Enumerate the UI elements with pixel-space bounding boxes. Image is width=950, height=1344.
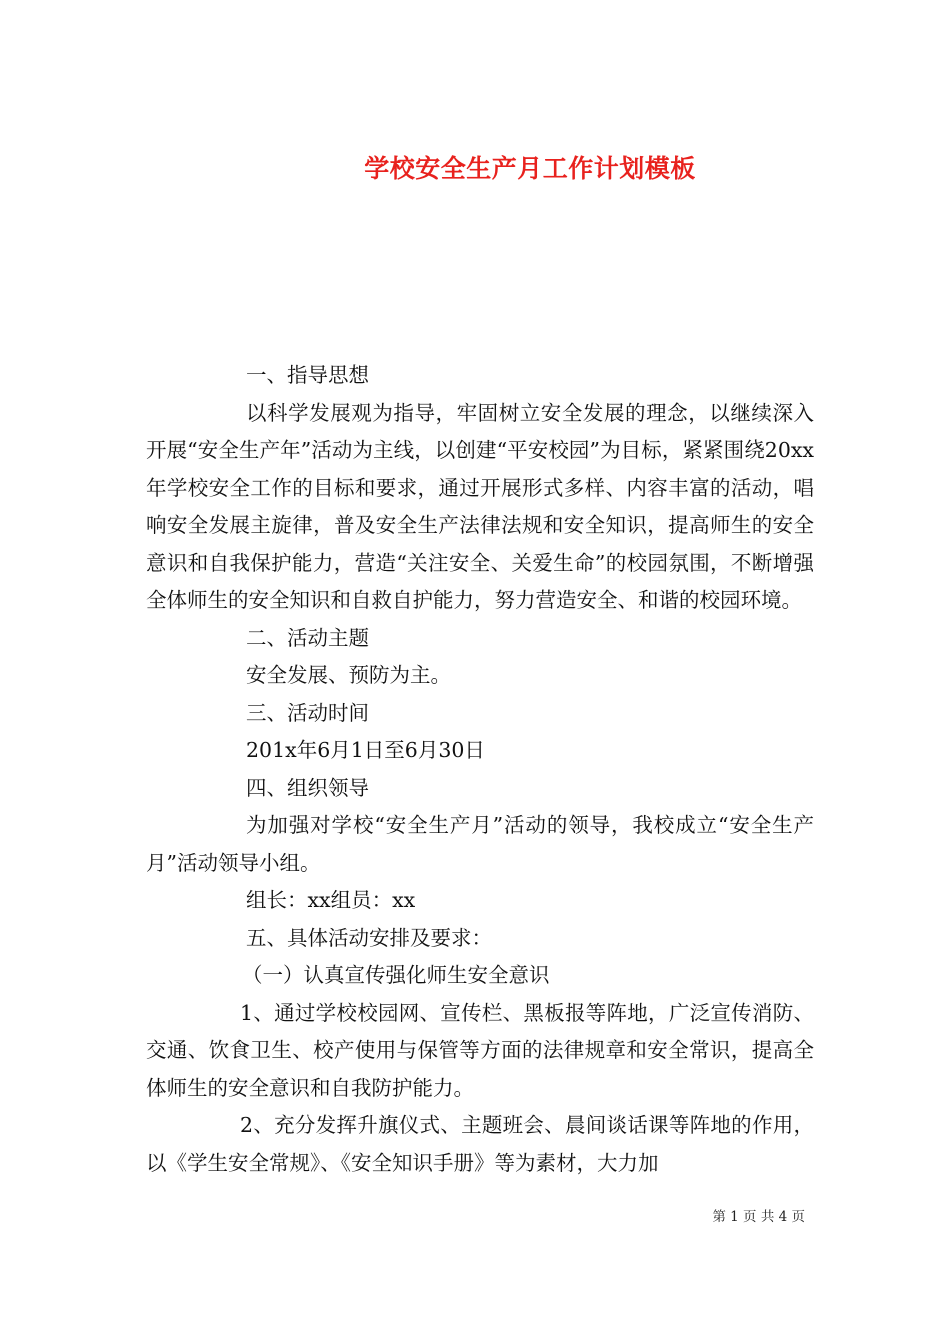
paragraph-guiding-ideology: 以科学发展观为指导，牢固树立安全发展的理念，以继续深入开展“安全生产年”活动为主线，以创建“平安校园”为目标，紧紧围绕20xx年学校安全工作的目标和要求，通过开展形式多样、内容丰富的活动，唱响安全发展主旋律，普及安全生产法律法规和安全知识，提高师生的安全意识和自我保护能力，营造“关注安全、关爱生命”的校园氛围，不断增强全体师生的安全知识和自救自护能力，努力营造安全、和谐的校园环境。 [146, 400, 814, 612]
section-heading-arrangements: 五、具体活动安排及要求： [246, 925, 492, 950]
section-heading-activity-theme: 二、活动主题 [246, 625, 369, 650]
section-heading-organization: 四、组织领导 [246, 775, 369, 800]
paragraph-activity-time: 201x年6月1日至6月30日 [246, 738, 485, 762]
section-heading-activity-time: 三、活动时间 [246, 700, 369, 725]
paragraph-team-members: 组长：xx组员：xx [246, 888, 416, 912]
paragraph-organization: 为加强对学校“安全生产月”活动的领导，我校成立“安全生产月”活动领导小组。 [146, 813, 814, 875]
page-number-footer: 第 1 页 共 4 页 [712, 1209, 805, 1225]
paragraph-item-2: 2、充分发挥升旗仪式、主题班会、晨间谈话课等阵地的作用，以《学生安全常规》、《安全知识手册》等为素材，大力加 [146, 1113, 814, 1175]
paragraph-item-1: 1、通过学校校园网、宣传栏、黑板报等阵地，广泛宣传消防、交通、饮食卫生、校产使用与保管等方面的法律规章和安全常识，提高全体师生的安全意识和自我防护能力。 [146, 1000, 814, 1100]
document-title: 学校安全生产月工作计划模板 [364, 153, 696, 183]
section-heading-guiding-ideology: 一、指导思想 [246, 363, 369, 387]
subsection-heading-publicity: （一）认真宣传强化师生安全意识 [242, 963, 550, 987]
document-body [146, 357, 814, 1182]
paragraph-activity-theme: 安全发展、预防为主。 [246, 663, 451, 687]
